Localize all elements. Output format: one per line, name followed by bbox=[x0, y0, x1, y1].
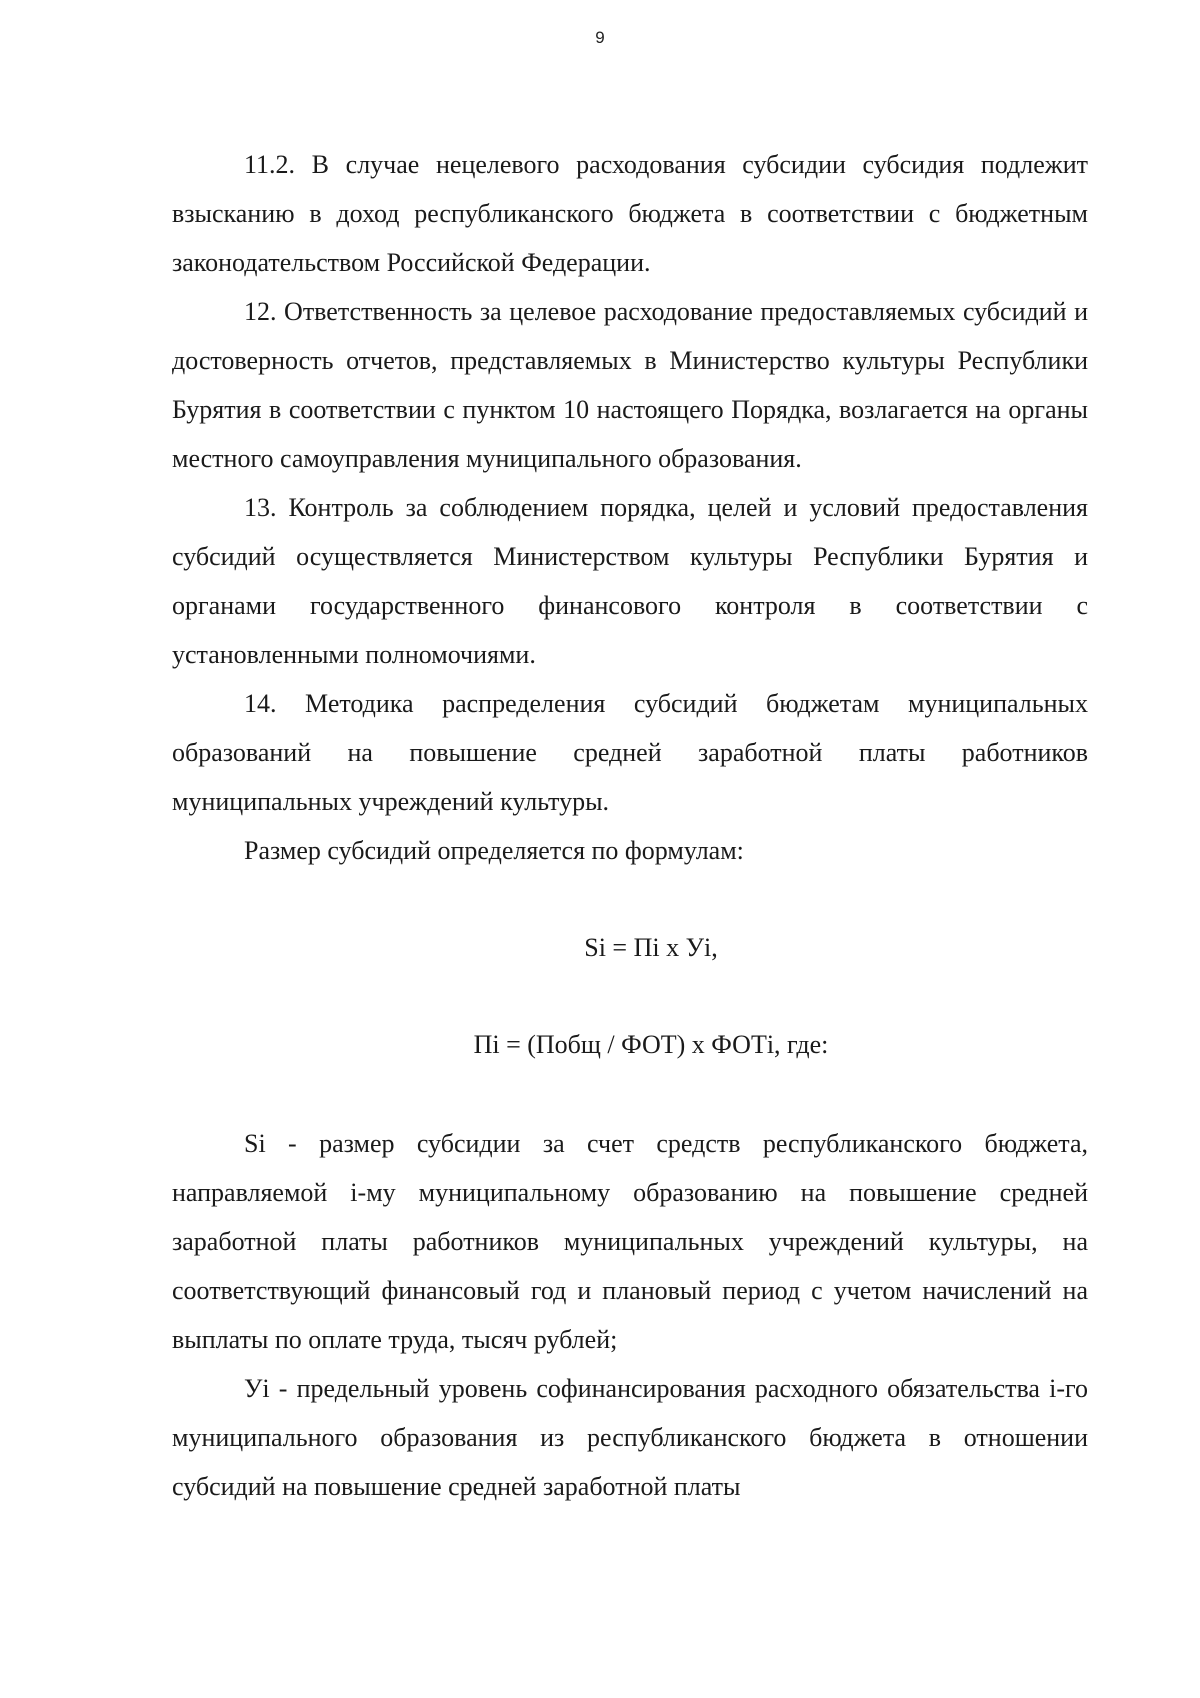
formulas-intro: Размер субсидий определяется по формулам: bbox=[244, 836, 744, 865]
paragraph-12: 12. Ответственность за целевое расходование предоставляемых субсидий и достоверность отчетов, представляемых в Министерство культуры Республики Бурятия в соответствии с пунктом 10 настоящего Порядка, возлагается на органы местного самоуправления муниципального образования. bbox=[172, 297, 1088, 473]
page-number: 9 bbox=[595, 28, 605, 47]
definition-si: Si - размер субсидии за счет средств республиканского бюджета, направляемой i-му муниципальному образованию на повышение средней заработной платы работников муниципальных учреждений культуры, на соответствующий финансовый год и плановый период с учетом начислений на выплаты по оплате труда, тысяч рублей; bbox=[172, 1129, 1088, 1354]
definition-yi: Уi - предельный уровень софинансирования расходного обязательства i-го муниципального образования из республиканского бюджета в отношении субсидий на повышение средней заработной платы bbox=[172, 1374, 1088, 1501]
paragraph-14: 14. Методика распределения субсидий бюджетам муниципальных образований на повышение средней заработной платы работников муниципальных учреждений культуры. bbox=[172, 689, 1088, 816]
document-body bbox=[172, 140, 1088, 1511]
paragraph-11-2: 11.2. В случае нецелевого расходования субсидии субсидия подлежит взысканию в доход республиканского бюджета в соответствии с бюджетным законодательством Российской Федерации. bbox=[172, 150, 1088, 277]
paragraph-13: 13. Контроль за соблюдением порядка, целей и условий предоставления субсидий осуществляется Министерством культуры Республики Бурятия и органами государственного финансового контроля в соответствии с установленными полномочиями. bbox=[172, 493, 1088, 669]
formula-share: Пi = (Побщ / ФОТ) х ФОТi, где: bbox=[473, 1030, 829, 1059]
formula-subsidy-size: Si = Пi x Уi, bbox=[584, 933, 718, 962]
